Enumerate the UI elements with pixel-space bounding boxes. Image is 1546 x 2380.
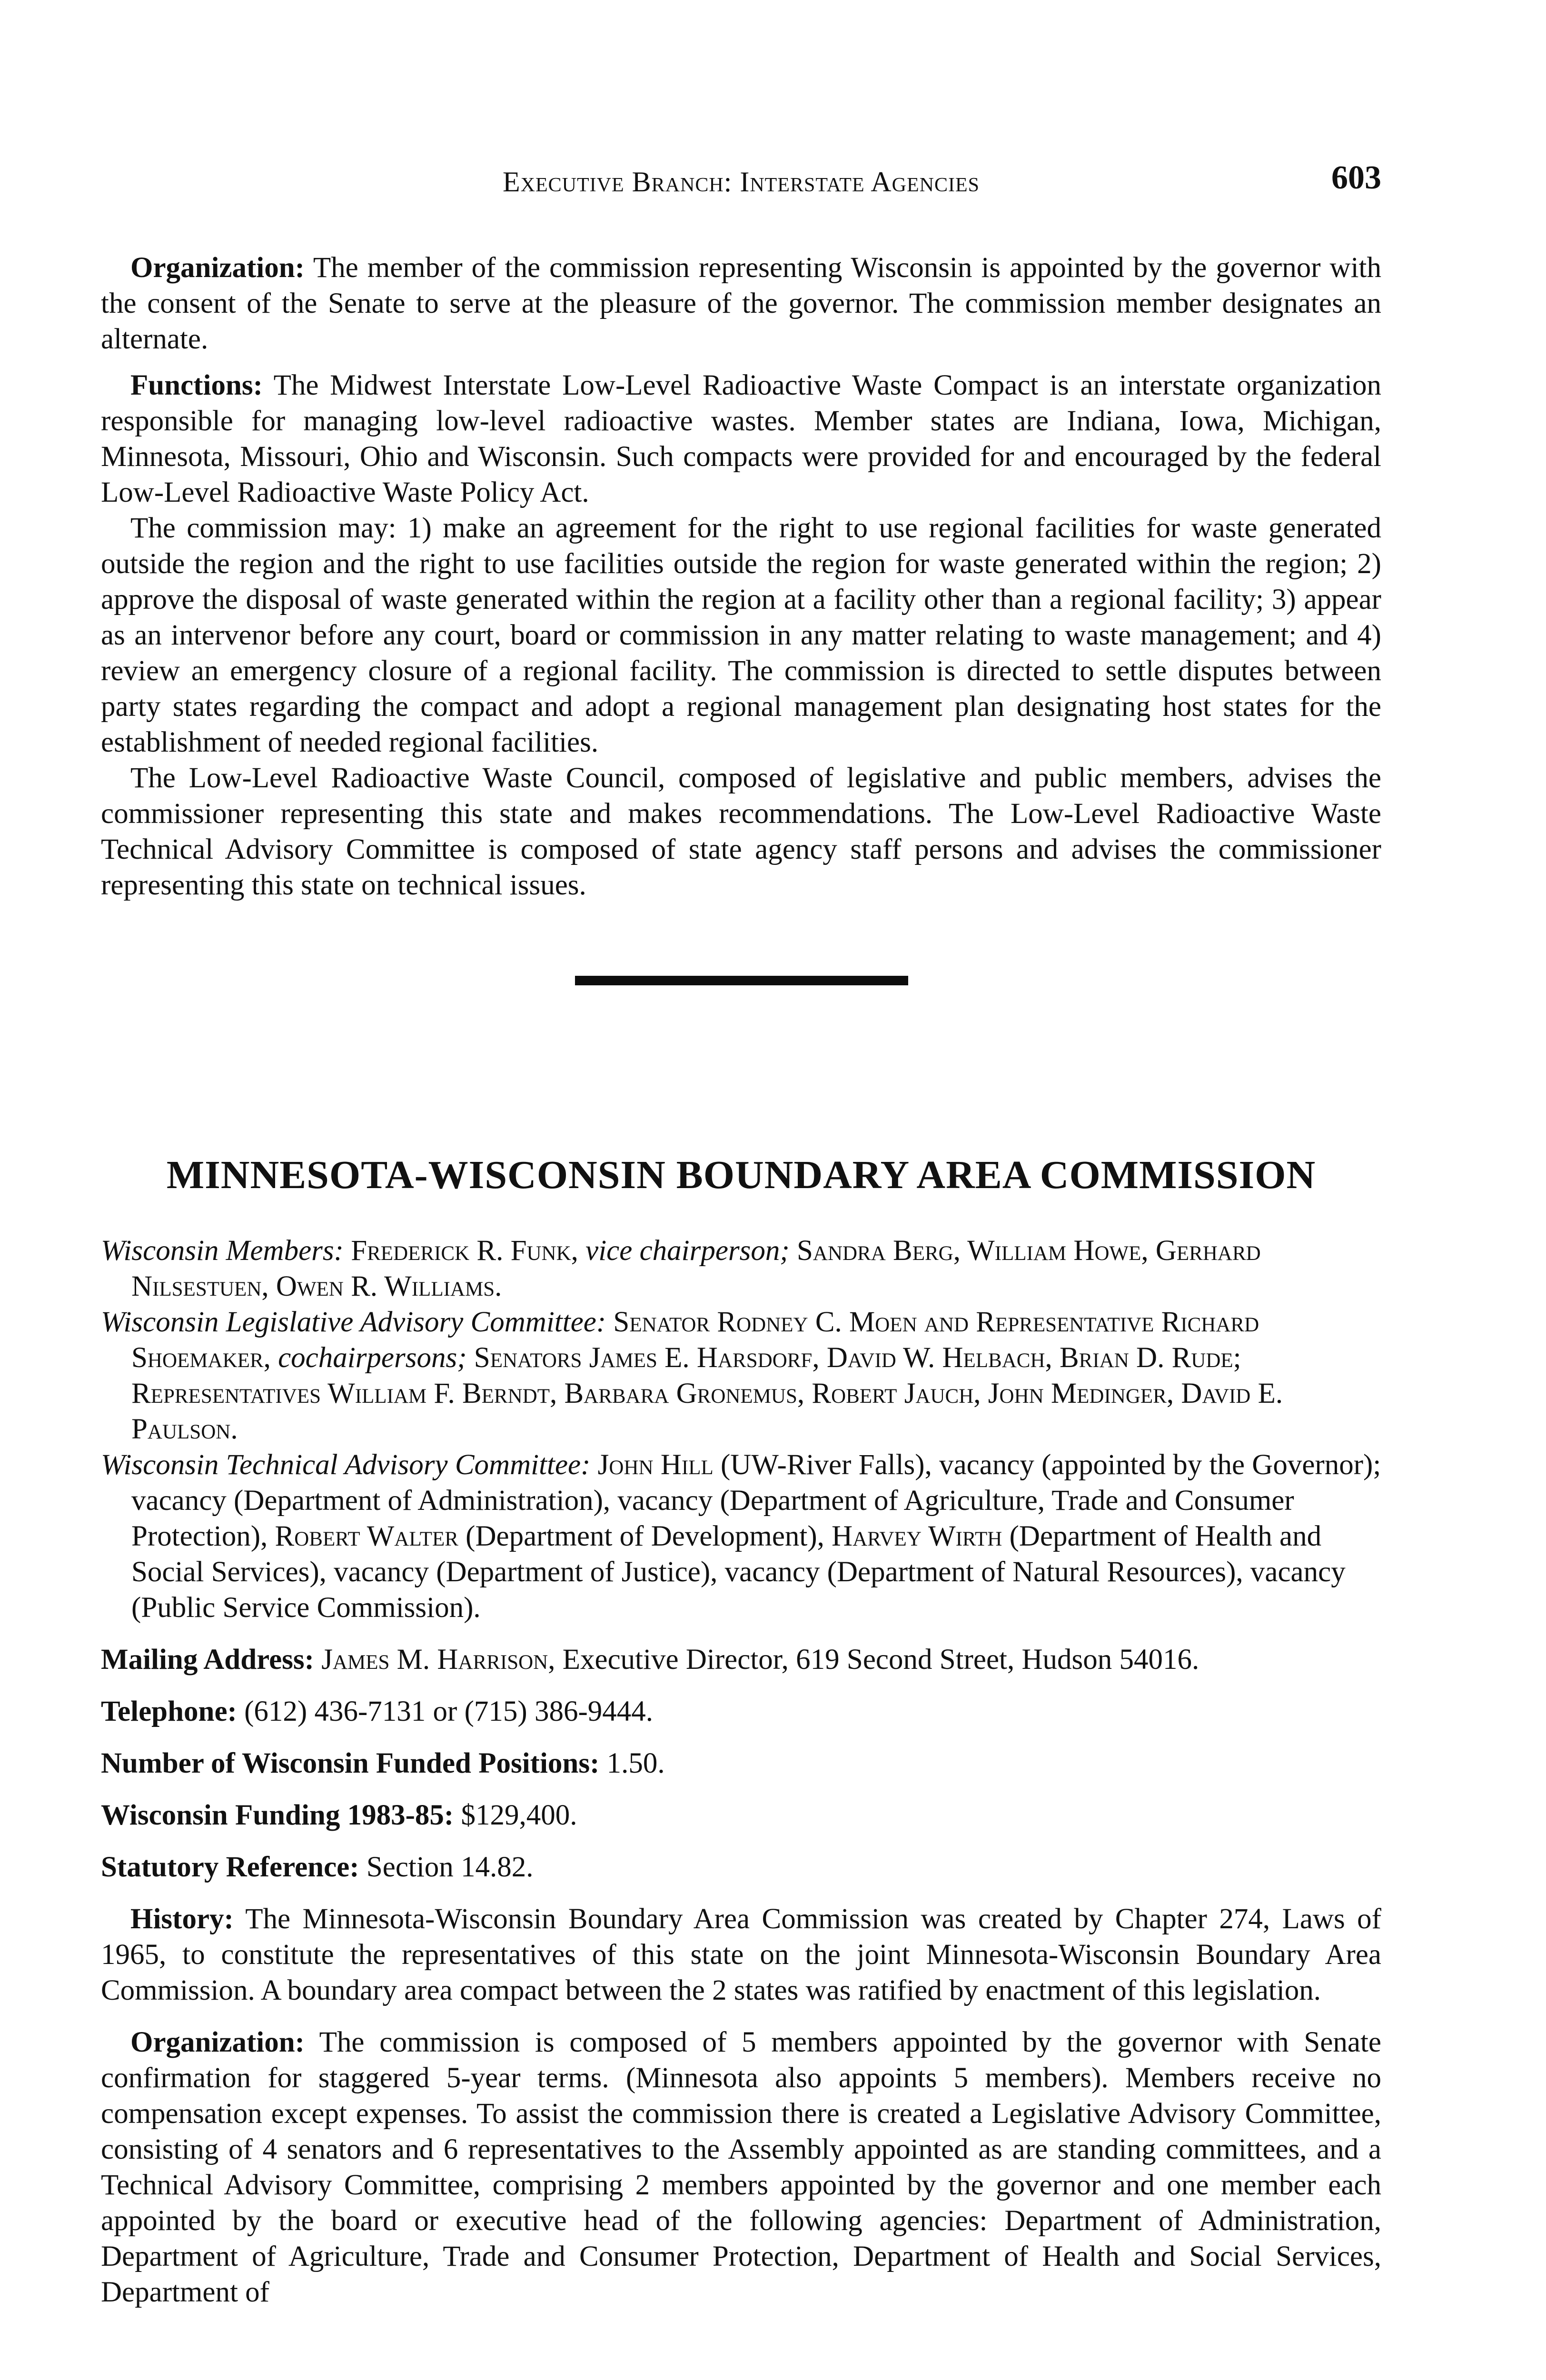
section-divider: [575, 976, 908, 985]
previous-section-body: [101, 250, 1381, 903]
organization-paragraph: [101, 2024, 1381, 2310]
legislative-members: Senators James E. Harsdorf, David W. Helbach, Brian D. Rude; Representatives William F. Berndt, Barbara Gronemus, Robert Jauch, John Medinger, David E. Paulson.: [131, 1342, 1283, 1445]
history-paragraph: [101, 1901, 1381, 2008]
running-head: [101, 159, 1381, 205]
statutory-reference: [101, 1849, 1381, 1885]
members-names: Sandra Berg, William Howe, Gerhard Nilsestuen, Owen R. Williams.: [131, 1235, 1261, 1302]
commission-may-paragraph: The commission may: 1) make an agreement for the right to use regional facilities for waste generated outside the region and the right to use facilities outside the region for waste generated within the region; 2) approve the disposal of waste generated within the region at a facility other than a regional facility; 3) appear as an intervenor before any court, board or commission in any matter relating to waste management; and 4) review an emergency closure of a regional facility. The commission is directed to settle disputes between party states regarding the compact and adopt a regional management plan designating host states for the establishment of needed regional facilities.: [101, 512, 1381, 758]
members-chair-name: Frederick R. Funk,: [351, 1235, 578, 1267]
history-text: The Minnesota-Wisconsin Boundary Area Commission was created by Chapter 274, Laws of 1965, to constitute the representatives of this state on the joint Minnesota-Wisconsin Boundary Area Commission. A boundary area compact between the 2 states was ratified by enactment of this legislation.: [101, 1903, 1381, 2006]
functions-paragraph: [101, 367, 1381, 510]
technical-name-2: Robert Walter: [275, 1520, 458, 1552]
section-title: MINNESOTA-WISCONSIN BOUNDARY AREA COMMISSION: [166, 1153, 1316, 1197]
page-number: 603: [1331, 159, 1381, 196]
organization-label: Organization:: [130, 2026, 305, 2058]
members-label: Wisconsin Members:: [101, 1235, 344, 1267]
functions-label: Functions:: [130, 369, 263, 401]
funding-text: $129,400.: [461, 1799, 577, 1831]
technical-text-3: (Department of Health and Social Services), vacancy (Department of Justice), vacancy (Department of Natural Resources), vacancy (Public Service Commission).: [131, 1520, 1346, 1624]
positions-text: 1.50.: [606, 1747, 665, 1779]
technical-text-1: (UW-River Falls), vacancy (appointed by the Governor); vacancy (Department of Administration), vacancy (Department of Agriculture, Trade and Consumer Protection),: [131, 1449, 1381, 1552]
organization-text: The commission is composed of 5 members appointed by the governor with Senate confirmation for staggered 5-year terms. (Minnesota also appoints 5 members). Members receive no compensation except expenses. To assist the commission there is created a Legislative Advisory Committee, consisting of 4 senators and 6 representatives to the Assembly appointed as are standing committees, and a Technical Advisory Committee, comprising 2 members appointed by the governor and one member each appointed by the board or executive head of the following agencies: Department of Administration, Department of Agriculture, Trade and Consumer Protection, Department of Health and Social Services, Department of: [101, 2026, 1381, 2308]
legislative-label: Wisconsin Legislative Advisory Committee:: [101, 1306, 606, 1338]
wisconsin-members: [101, 1233, 1381, 1304]
council-paragraph: The Low-Level Radioactive Waste Council, composed of legislative and public members, advises the commissioner representing this state and makes recommendations. The Low-Level Radioactive Waste Technical Advisory Committee is composed of state agency staff persons and advises the commissioner representing this state on technical issues.: [101, 762, 1381, 901]
functions-text: The Midwest Interstate Low-Level Radioactive Waste Compact is an interstate organization responsible for managing low-level radioactive wastes. Member states are Indiana, Iowa, Michigan, Minnesota, Missouri, Ohio and Wisconsin. Such compacts were provided for and encouraged by the federal Low-Level Radioactive Waste Policy Act.: [101, 369, 1381, 508]
telephone: [101, 1694, 1381, 1729]
statutory-label: Statutory Reference:: [101, 1851, 359, 1883]
legislative-chairs: Senator Rodney C. Moen and Representative Richard Shoemaker,: [131, 1306, 1259, 1374]
technical-name-1: John Hill: [597, 1449, 714, 1481]
technical-name-3: Harvey Wirth: [832, 1520, 1002, 1552]
mailing-text: Executive Director, 619 Second Street, Hudson 54016.: [562, 1644, 1199, 1676]
statutory-text: Section 14.82.: [366, 1851, 534, 1883]
history-label: History:: [130, 1903, 234, 1935]
positions-label: Number of Wisconsin Funded Positions:: [101, 1747, 600, 1779]
funding: [101, 1797, 1381, 1833]
members-chair-role: vice chairperson;: [585, 1235, 790, 1267]
legislative-chairs-role: cochairpersons;: [278, 1342, 467, 1374]
telephone-label: Telephone:: [101, 1696, 237, 1727]
funding-label: Wisconsin Funding 1983-85:: [101, 1799, 454, 1831]
telephone-text: (612) 436-7131 or (715) 386-9444.: [244, 1696, 654, 1727]
mailing-label: Mailing Address:: [101, 1644, 314, 1676]
mailing-address: [101, 1642, 1381, 1677]
prev-organization-text: The member of the commission representing Wisconsin is appointed by the governor with the consent of the Senate to serve at the pleasure of the governor. The commission member designates an alternate.: [101, 252, 1381, 355]
prev-organization-paragraph: [101, 250, 1381, 357]
technical-advisory-committee: [101, 1447, 1381, 1626]
technical-label: Wisconsin Technical Advisory Committee:: [101, 1449, 591, 1481]
section-body: [101, 1233, 1381, 2310]
prev-organization-label: Organization:: [130, 252, 305, 284]
technical-text-2: (Department of Development),: [466, 1520, 824, 1552]
funded-positions: [101, 1745, 1381, 1781]
running-title: Executive Branch: Interstate Agencies: [503, 166, 980, 198]
legislative-advisory-committee: [101, 1304, 1381, 1447]
mailing-name: James M. Harrison,: [321, 1644, 555, 1676]
